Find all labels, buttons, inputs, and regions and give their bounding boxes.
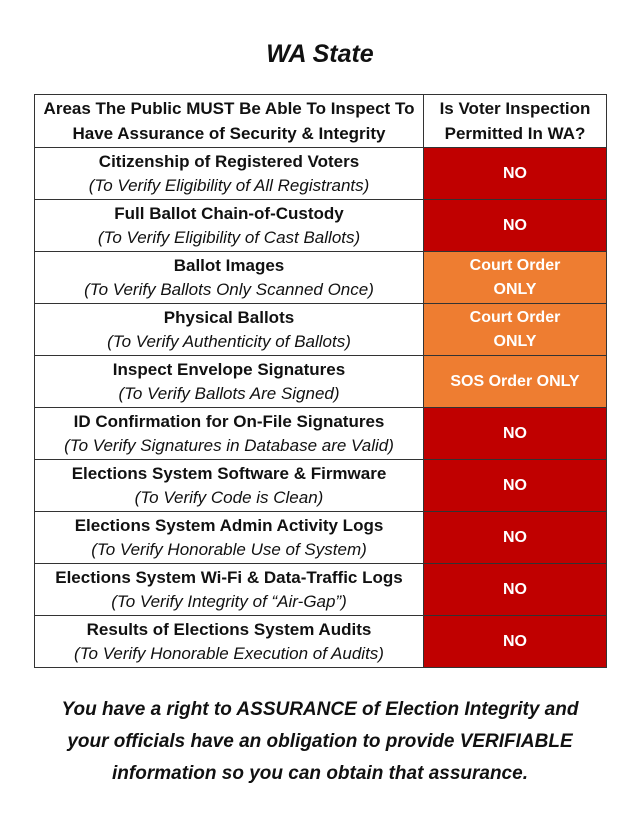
area-cell — [35, 564, 424, 616]
status-badge: NO — [424, 616, 607, 668]
status-badge: Court Order ONLY — [424, 304, 607, 356]
header-areas: Areas The Public MUST Be Able To Inspect To Have Assurance of Security & Integrity — [35, 95, 424, 148]
area-cell — [35, 512, 424, 564]
area-cell — [35, 460, 424, 512]
area-purpose: (To Verify Honorable Execution of Audits) — [74, 643, 384, 663]
area-title: Full Ballot Chain-of-Custody — [114, 203, 344, 223]
area-purpose: (To Verify Authenticity of Ballots) — [107, 331, 351, 351]
status-badge: NO — [424, 564, 607, 616]
area-cell — [35, 252, 424, 304]
footer-line: your officials have an obligation to provide VERIFIABLE — [67, 731, 573, 752]
table-row — [35, 148, 607, 200]
table-row — [35, 200, 607, 252]
area-title: ID Confirmation for On-File Signatures — [73, 411, 385, 431]
area-purpose: (To Verify Eligibility of Cast Ballots) — [97, 227, 361, 247]
table-row — [35, 616, 607, 668]
area-title: Elections System Software & Firmware — [71, 463, 387, 483]
area-cell — [35, 304, 424, 356]
status-badge: Court Order ONLY — [424, 252, 607, 304]
area-cell — [35, 616, 424, 668]
status-badge: NO — [424, 200, 607, 252]
table-row — [35, 252, 607, 304]
table-row — [35, 304, 607, 356]
area-title: Results of Elections System Audits — [86, 619, 372, 639]
footer-statement — [20, 694, 620, 790]
area-purpose: (To Verify Signatures in Database are Valid) — [64, 435, 394, 455]
area-title: Citizenship of Registered Voters — [98, 151, 360, 171]
area-title: Elections System Wi-Fi & Data-Traffic Logs — [55, 567, 403, 587]
area-purpose: (To Verify Honorable Use of System) — [91, 539, 367, 559]
area-purpose: (To Verify Code is Clean) — [134, 487, 324, 507]
area-title: Inspect Envelope Signatures — [112, 359, 346, 379]
inspection-table — [34, 94, 607, 668]
area-title: Ballot Images — [173, 255, 285, 275]
area-title: Elections System Admin Activity Logs — [74, 515, 384, 535]
area-cell — [35, 148, 424, 200]
table-row — [35, 512, 607, 564]
table-body — [35, 148, 607, 668]
footer-line: information so you can obtain that assurance. — [112, 763, 528, 784]
area-cell — [35, 200, 424, 252]
status-badge: NO — [424, 148, 607, 200]
table-header-row — [35, 95, 607, 148]
area-title: Physical Ballots — [163, 307, 295, 327]
status-badge: NO — [424, 408, 607, 460]
area-purpose: (To Verify Eligibility of All Registrants) — [88, 175, 370, 195]
table-row — [35, 564, 607, 616]
area-purpose: (To Verify Ballots Are Signed) — [118, 383, 340, 403]
area-purpose: (To Verify Integrity of “Air-Gap”) — [111, 591, 347, 611]
footer-line: You have a right to ASSURANCE of Election Integrity and — [61, 699, 579, 720]
status-badge: SOS Order ONLY — [424, 356, 607, 408]
table-row — [35, 356, 607, 408]
table-row — [35, 460, 607, 512]
status-badge: NO — [424, 512, 607, 564]
status-badge: NO — [424, 460, 607, 512]
header-inspection-permitted: Is Voter Inspection Permitted In WA? — [424, 95, 607, 148]
area-purpose: (To Verify Ballots Only Scanned Once) — [84, 279, 374, 299]
page-title: WA State — [266, 40, 374, 68]
area-cell — [35, 408, 424, 460]
table-row — [35, 408, 607, 460]
area-cell — [35, 356, 424, 408]
